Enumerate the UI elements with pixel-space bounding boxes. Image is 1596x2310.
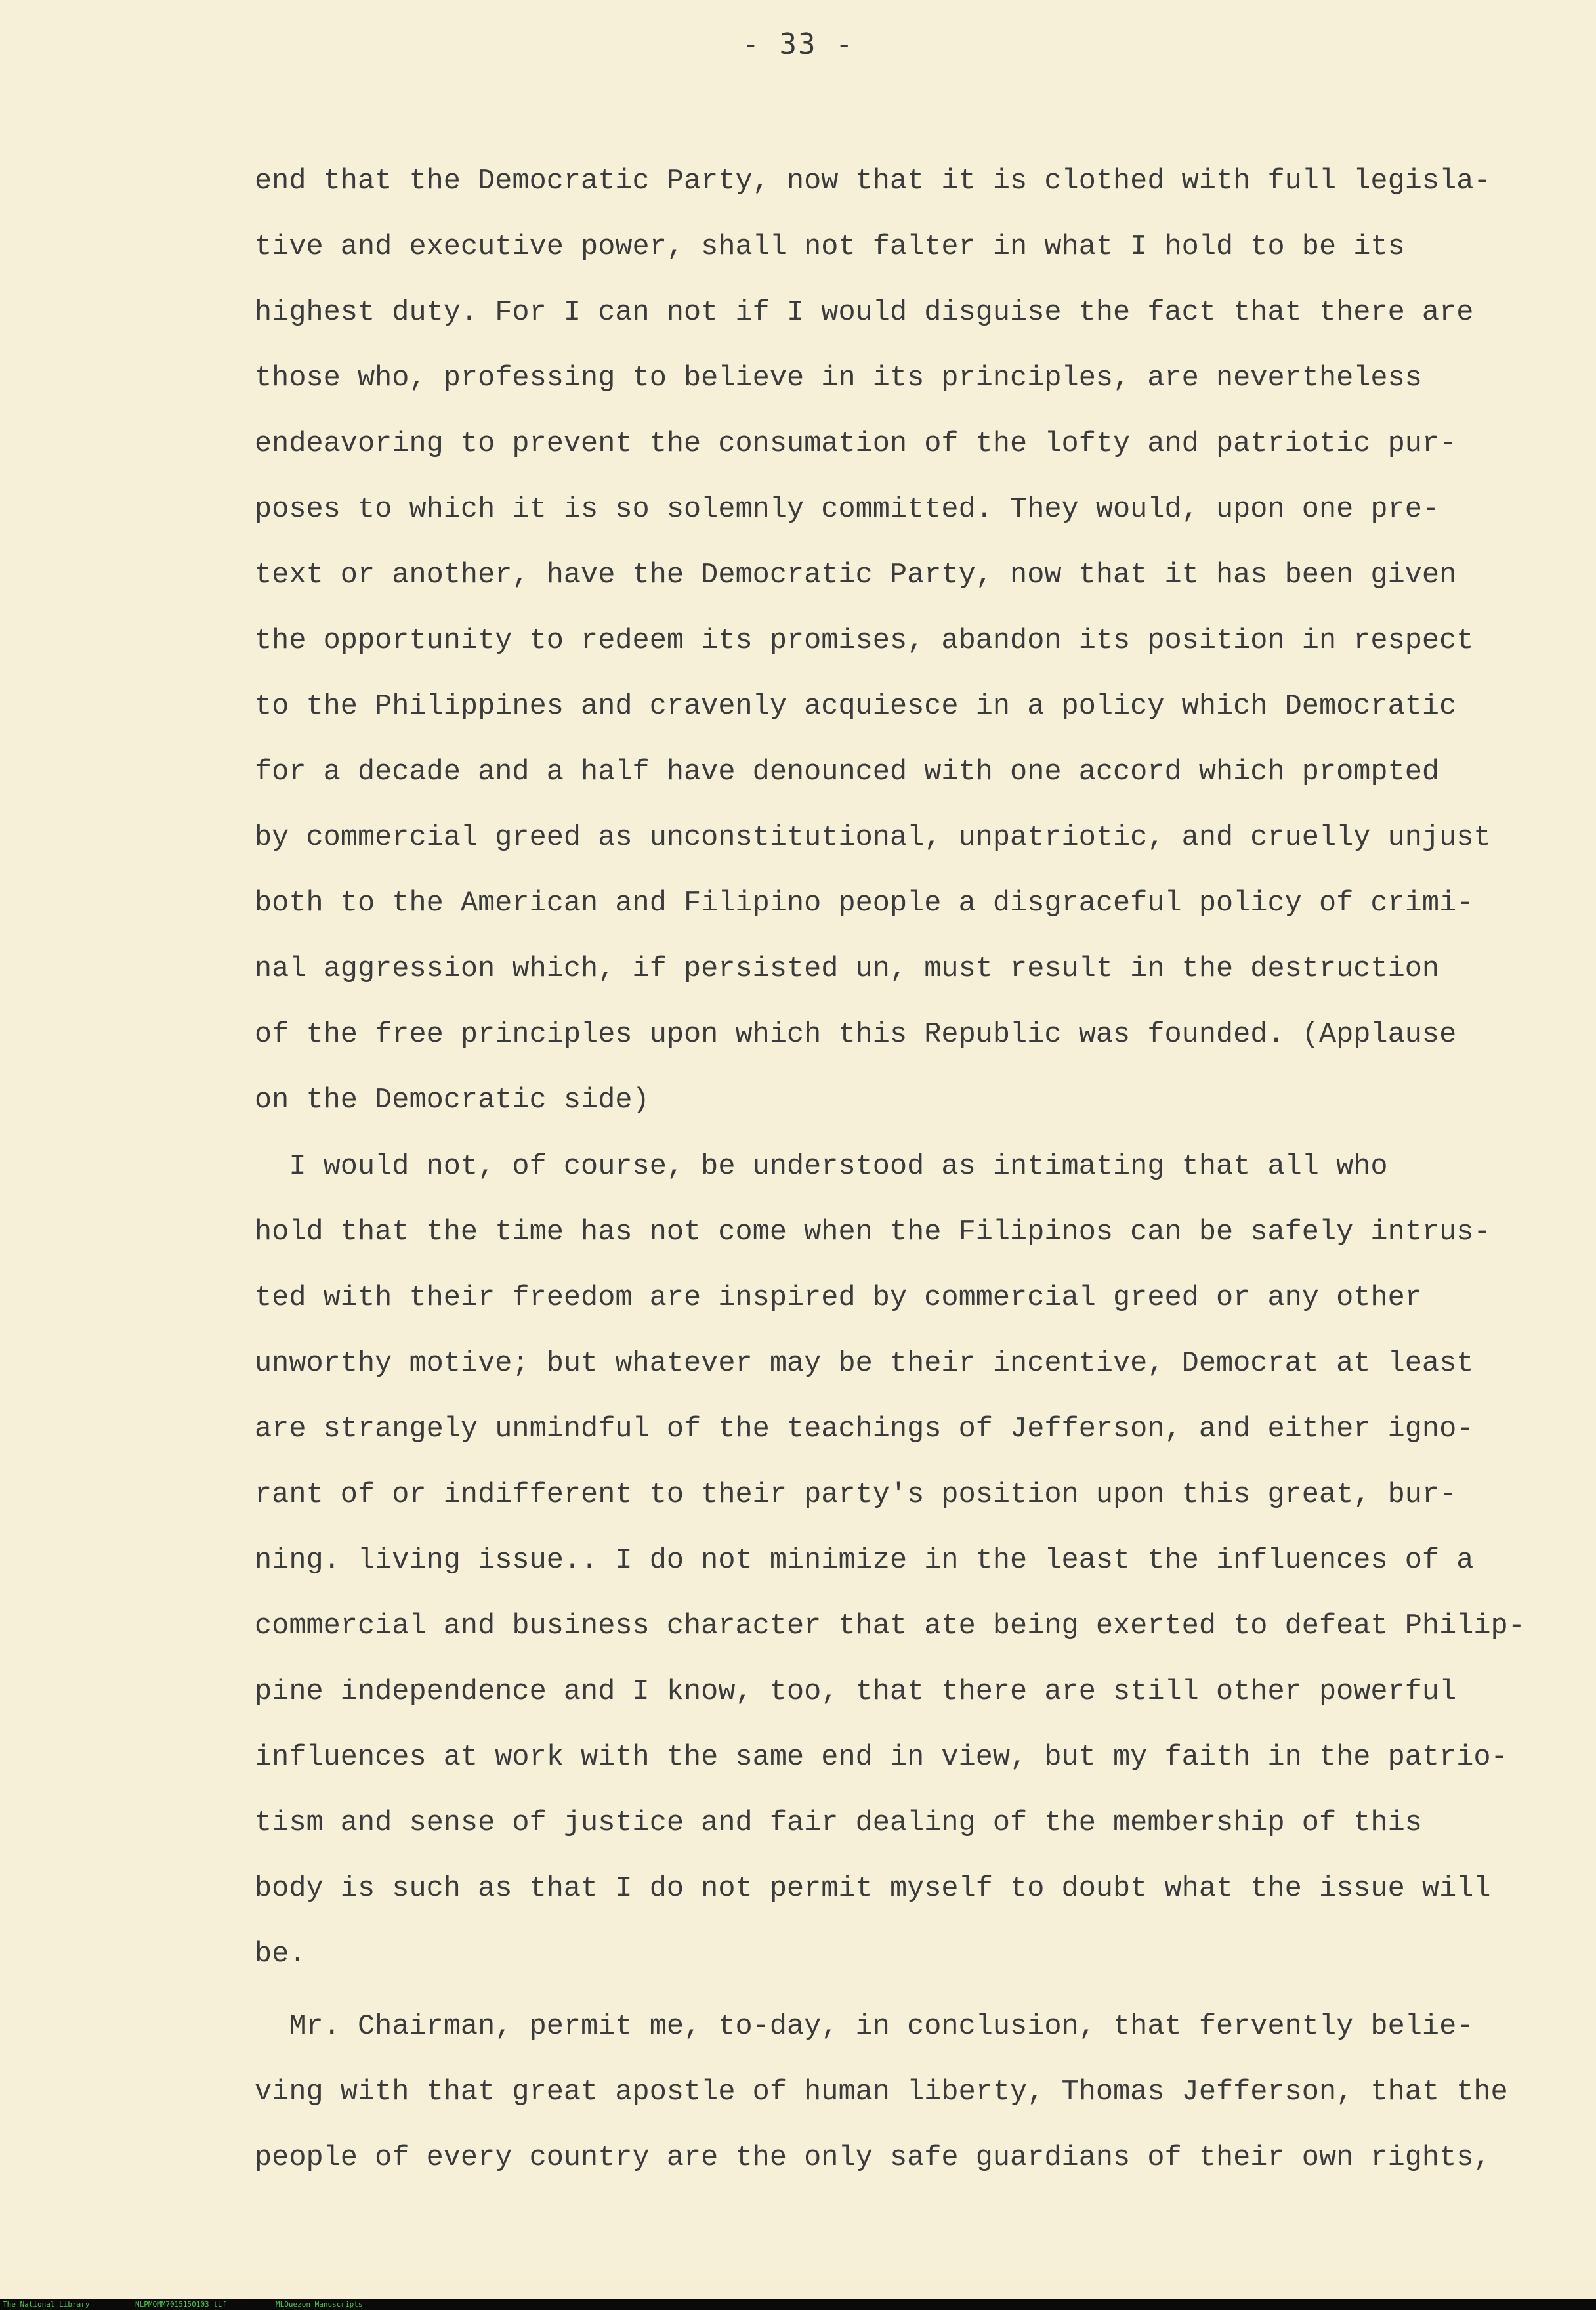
text-line: are strangely unmindful of the teachings of Jefferson, and either igno- [255,1413,1474,1445]
text-line: text or another, have the Democratic Party, now that it has been given [255,559,1457,591]
text-line: endeavoring to prevent the consumation of the lofty and patriotic pur- [255,428,1457,460]
archive-footer-bar [0,2299,1596,2310]
text-line: both to the American and Filipino people a disgraceful policy of crimi- [255,888,1474,920]
text-line: highest duty. For I can not if I would disguise the fact that there are [255,297,1474,329]
text-line: Mr. Chairman, permit me, to-day, in conclusion, that fervently belie- [255,2011,1474,2043]
text-line: influences at work with the same end in view, but my faith in the patrio- [255,1742,1508,1774]
footer-file-id: NLPMQMM7015150103 tif [135,2300,227,2309]
text-line: ted with their freedom are inspired by commercial greed or any other [255,1282,1422,1314]
text-line: people of every country are the only safe guardians of their own rights, [255,2142,1491,2174]
text-line: to the Philippines and cravenly acquiesce in a policy which Democratic [255,691,1457,723]
text-line: on the Democratic side) [255,1084,650,1117]
page-number: - 33 - [742,28,854,61]
text-line: be. [255,1938,306,1971]
text-line: commercial and business character that ate being exerted to defeat Philip- [255,1610,1525,1642]
text-line: nal aggression which, if persisted un, must result in the destruction [255,953,1440,985]
text-line: poses to which it is so solemnly committed. They would, upon one pre- [255,494,1440,526]
text-line: unworthy motive; but whatever may be their incentive, Democrat at least [255,1348,1474,1380]
text-line: the opportunity to redeem its promises, abandon its position in respect [255,625,1474,657]
text-line: body is such as that I do not permit myself to doubt what the issue will [255,1873,1491,1905]
text-line: for a decade and a half have denounced with one accord which prompted [255,756,1440,788]
text-line: of the free principles upon which this Republic was founded. (Applause [255,1019,1457,1051]
text-line: end that the Democratic Party, now that it is clothed with full legisla- [255,165,1491,198]
text-line: ning. living issue.. I do not minimize in the least the influences of a [255,1545,1474,1577]
footer-collection: MLQuezon Manuscripts [276,2300,363,2309]
text-line: ving with that great apostle of human liberty, Thomas Jefferson, that the [255,2076,1508,2108]
text-line: rant of or indifferent to their party's position upon this great, bur- [255,1479,1457,1511]
footer-library: The National Library [3,2300,90,2309]
text-line: hold that the time has not come when the Filipinos can be safely intrus- [255,1216,1491,1249]
text-line: pine independence and I know, too, that there are still other powerful [255,1676,1457,1708]
text-line: tism and sense of justice and fair dealing of the membership of this [255,1807,1422,1839]
text-line: by commercial greed as unconstitutional, unpatriotic, and cruelly unjust [255,822,1491,854]
text-line: those who, professing to believe in its principles, are nevertheless [255,362,1422,395]
text-line: tive and executive power, shall not falter in what I hold to be its [255,231,1405,263]
text-line: I would not, of course, be understood as intimating that all who [255,1151,1388,1183]
